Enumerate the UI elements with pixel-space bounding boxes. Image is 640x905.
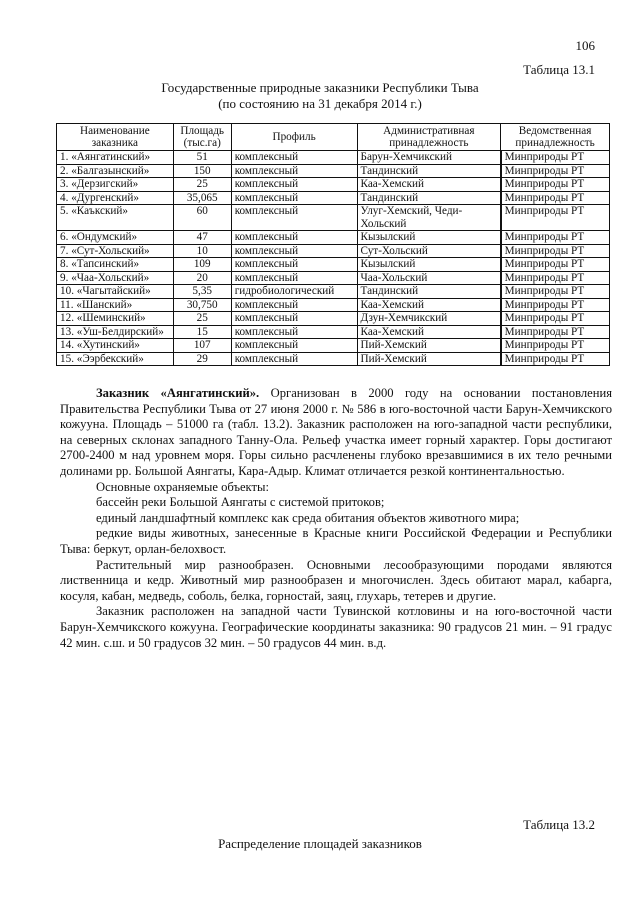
cell-admin: Каа-Хемский	[357, 298, 501, 312]
cell-area: 20	[173, 271, 231, 285]
paragraph-object-3: редкие виды животных, занесенные в Красные книги Российской Федерации и Республики Тыва: беркут, орлан-белохвост.	[60, 526, 612, 556]
table-row	[57, 339, 610, 353]
cell-admin: Каа-Хемский	[357, 178, 501, 192]
paragraph-text: Организован в 2000 году на основании постановления Правительства Республики Тыва от 27 июня 2000 г. № 586 в юго-восточной части Барун-Хемчикского кожууна. Площадь – 51000 га (табл. 13.2). Заказник расположен на юго-западной части республики, на северных склонах западного Танну-Ола. Рельеф участка имеет горный характер. Горы достигают 2700-2400 м над уровнем моря. Горы сильно расчленены глубоко врезавшимися в их тело речными долинами рр. Большой Аянгаты, Кара-Адыр. Климат отличается резкой континентальностью.	[60, 386, 613, 478]
cell-admin: Дзун-Хемчикский	[357, 312, 501, 326]
cell-area: 107	[173, 339, 231, 353]
cell-admin: Тандинский	[357, 191, 501, 205]
cell-area: 109	[173, 258, 231, 272]
cell-name: 13. «Уш-Белдирский»	[57, 325, 174, 339]
header-admin: Административная принадлежность	[357, 124, 501, 151]
cell-profile: комплексный	[231, 151, 357, 165]
cell-name: 15. «Ээрбекский»	[57, 352, 174, 366]
cell-profile: комплексный	[231, 164, 357, 178]
page-number: 106	[575, 38, 595, 53]
cell-dept: Минприроды РТ	[501, 312, 610, 326]
header-name: Наименование заказника	[57, 124, 174, 151]
table-row	[57, 258, 610, 272]
cell-admin: Кызылский	[357, 258, 501, 272]
cell-area: 10	[173, 244, 231, 258]
cell-admin: Тандинский	[357, 164, 501, 178]
cell-dept: Минприроды РТ	[501, 164, 610, 178]
paragraph-object-1: бассейн реки Большой Аянгаты с системой притоков;	[96, 495, 385, 510]
cell-profile: гидробиологический	[231, 285, 357, 299]
cell-dept: Минприроды РТ	[501, 325, 610, 339]
cell-profile: комплексный	[231, 205, 357, 231]
table-title	[0, 80, 640, 112]
table-caption: Таблица 13.1	[523, 62, 595, 77]
cell-area: 30,750	[173, 298, 231, 312]
table-row	[57, 164, 610, 178]
cell-dept: Минприроды РТ	[501, 285, 610, 299]
cell-area: 60	[173, 205, 231, 231]
cell-profile: комплексный	[231, 298, 357, 312]
cell-profile: комплексный	[231, 258, 357, 272]
table-row	[57, 352, 610, 366]
cell-profile: комплексный	[231, 178, 357, 192]
table-row	[57, 298, 610, 312]
cell-dept: Минприроды РТ	[501, 258, 610, 272]
cell-name: 14. «Хутинский»	[57, 339, 174, 353]
cell-name: 11. «Шанский»	[57, 298, 174, 312]
cell-area: 15	[173, 325, 231, 339]
cell-area: 25	[173, 178, 231, 192]
cell-name: 8. «Тапсинский»	[57, 258, 174, 272]
cell-area: 150	[173, 164, 231, 178]
header-area: Площадь (тыс.га)	[173, 124, 231, 151]
table-header-row	[57, 124, 610, 151]
cell-dept: Минприроды РТ	[501, 191, 610, 205]
cell-admin: Улуг-Хемский, Чеди-Хольский	[357, 205, 501, 231]
cell-profile: комплексный	[231, 352, 357, 366]
table-row	[57, 271, 610, 285]
cell-dept: Минприроды РТ	[501, 298, 610, 312]
cell-dept: Минприроды РТ	[501, 178, 610, 192]
cell-admin: Барун-Хемчикский	[357, 151, 501, 165]
table-row	[57, 231, 610, 245]
cell-area: 51	[173, 151, 231, 165]
body-text	[60, 386, 612, 651]
header-dept: Ведомственная принадлежность	[501, 124, 610, 151]
cell-admin: Кызылский	[357, 231, 501, 245]
cell-name: 5. «Каъкский»	[57, 205, 174, 231]
header-profile: Профиль	[231, 124, 357, 151]
cell-admin: Чаа-Хольский	[357, 271, 501, 285]
cell-profile: комплексный	[231, 312, 357, 326]
table-row	[57, 312, 610, 326]
cell-dept: Минприроды РТ	[501, 339, 610, 353]
reserves-table	[56, 123, 610, 366]
table-row	[57, 244, 610, 258]
cell-area: 29	[173, 352, 231, 366]
paragraph-object-2: единый ландшафтный комплекс как среда обитания объектов животного мира;	[96, 510, 520, 525]
cell-dept: Минприроды РТ	[501, 231, 610, 245]
cell-profile: комплексный	[231, 244, 357, 258]
table-row	[57, 325, 610, 339]
cell-admin: Сут-Хольский	[357, 244, 501, 258]
cell-profile: комплексный	[231, 339, 357, 353]
cell-name: 1. «Аянгатинский»	[57, 151, 174, 165]
cell-admin: Пий-Хемский	[357, 339, 501, 353]
cell-profile: комплексный	[231, 231, 357, 245]
table-row	[57, 151, 610, 165]
cell-name: 10. «Чагытайский»	[57, 285, 174, 299]
cell-dept: Минприроды РТ	[501, 151, 610, 165]
cell-name: 12. «Шеминский»	[57, 312, 174, 326]
cell-dept: Минприроды РТ	[501, 352, 610, 366]
cell-name: 6. «Ондумский»	[57, 231, 174, 245]
paragraph-ayangatinsky	[60, 386, 612, 480]
table-row	[57, 205, 610, 231]
table-title-line1: Государственные природные заказники Республики Тыва	[161, 80, 479, 95]
cell-admin: Тандинский	[357, 285, 501, 299]
cell-dept: Минприроды РТ	[501, 271, 610, 285]
cell-dept: Минприроды РТ	[501, 244, 610, 258]
cell-profile: комплексный	[231, 325, 357, 339]
paragraph-flora-fauna: Растительный мир разнообразен. Основными лесообразующими породами являются лиственница и кедр. Животный мир разнообразен и многочислен. Здесь обитают марал, кабарга, косуля, кабан, медведь, соболь, белка, горностай, заяц, глухарь, тетерев и другие.	[60, 557, 612, 603]
table-subtitle: (по состоянию на 31 декабря 2014 г.)	[218, 96, 422, 111]
cell-profile: комплексный	[231, 271, 357, 285]
cell-name: 2. «Балгазынский»	[57, 164, 174, 178]
cell-name: 4. «Дургенский»	[57, 191, 174, 205]
cell-name: 7. «Сут-Хольский»	[57, 244, 174, 258]
cell-name: 9. «Чаа-Хольский»	[57, 271, 174, 285]
table-row	[57, 191, 610, 205]
cell-admin: Каа-Хемский	[357, 325, 501, 339]
paragraph-heading: Заказник «Аянгатинский».	[96, 386, 260, 400]
cell-admin: Пий-Хемский	[357, 352, 501, 366]
table-row	[57, 178, 610, 192]
cell-area: 47	[173, 231, 231, 245]
cell-area: 5,35	[173, 285, 231, 299]
cell-area: 25	[173, 312, 231, 326]
table-row	[57, 285, 610, 299]
paragraph-location: Заказник расположен на западной части Тувинской котловины и на юго-восточной части Барун-Хемчикского кожууна. Географические координаты заказника: 90 градусов 21 мин. – 91 градус 42 мин. с.ш. и 50 градусов 32 мин. – 50 градусов 44 мин. в.д.	[60, 604, 612, 650]
table2-caption: Таблица 13.2	[523, 817, 595, 832]
table-body	[57, 151, 610, 366]
cell-dept: Минприроды РТ	[501, 205, 610, 231]
cell-profile: комплексный	[231, 191, 357, 205]
cell-name: 3. «Дерзигский»	[57, 178, 174, 192]
paragraph-objects-heading: Основные охраняемые объекты:	[96, 479, 269, 494]
table2-title: Распределение площадей заказников	[218, 836, 422, 851]
cell-area: 35,065	[173, 191, 231, 205]
